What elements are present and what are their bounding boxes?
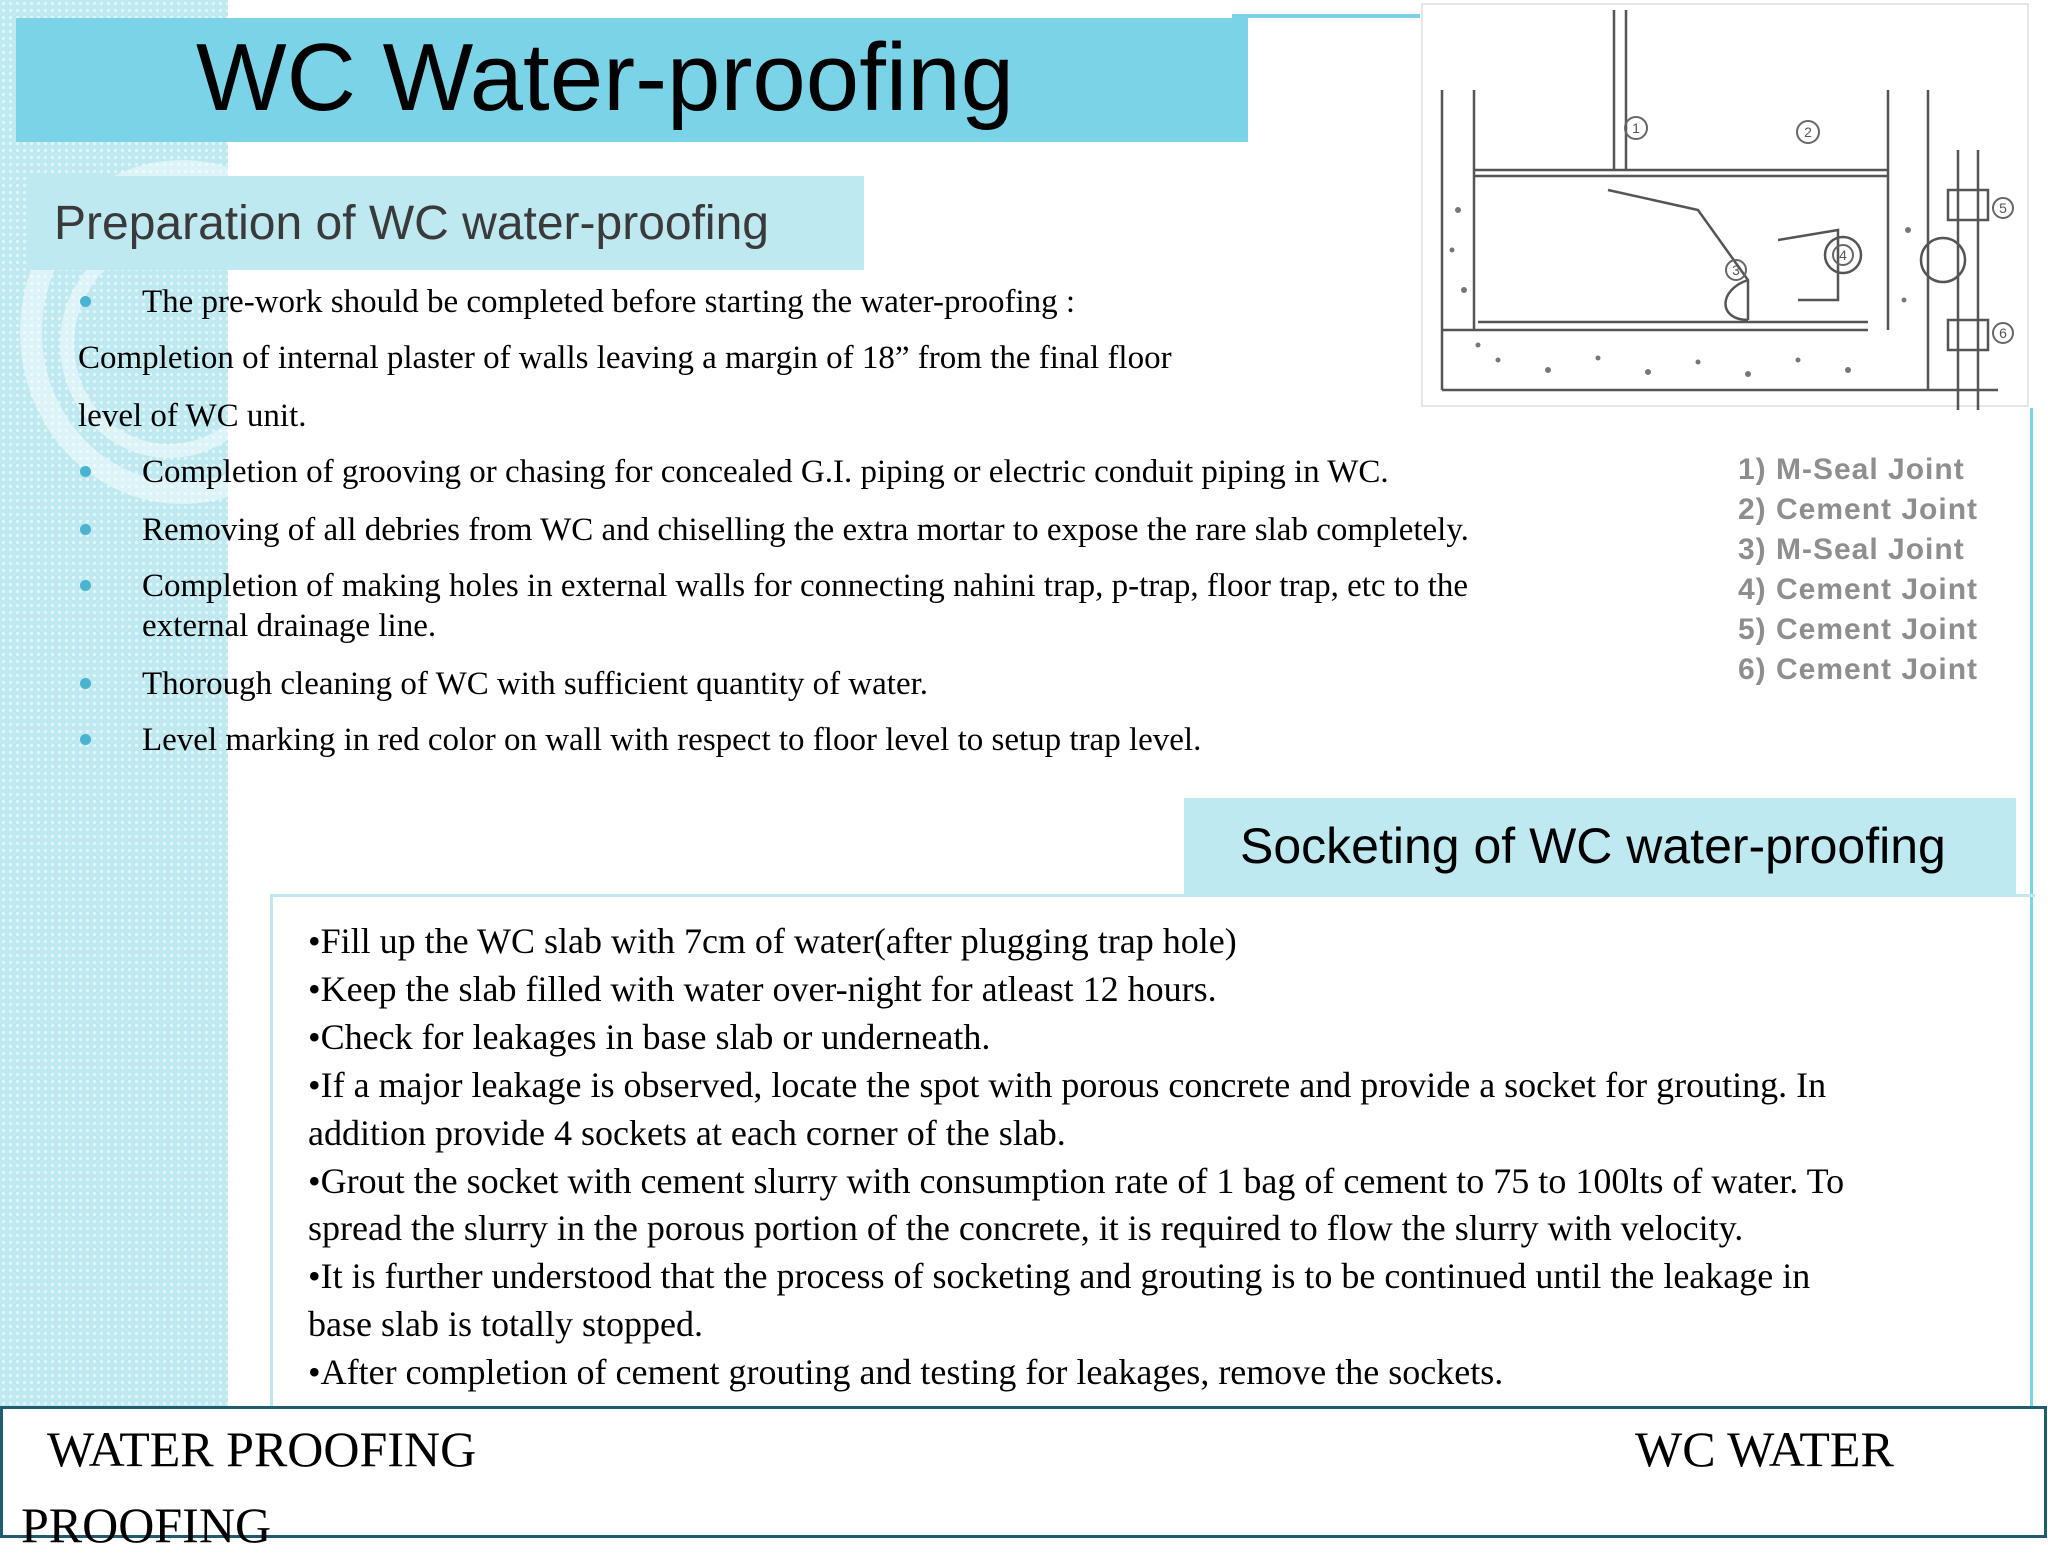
socketing-line: •Keep the slab filled with water over-night for atleast 12 hours. bbox=[308, 968, 1217, 1009]
marker-label: 3 bbox=[1732, 262, 1740, 278]
socketing-line: addition provide 4 sockets at each corner of the slab. bbox=[308, 1112, 1066, 1153]
list-item-text: Removing of all debries from WC and chiselling the extra mortar to expose the rare slab completely. bbox=[142, 512, 1469, 548]
bullet-icon bbox=[80, 296, 91, 307]
diagram-legend bbox=[1738, 450, 1978, 690]
list-item-text: Completion of internal plaster of walls leaving a margin of 18” from the final floor bbox=[78, 340, 1172, 376]
preparation-heading: Preparation of WC water-proofing bbox=[54, 197, 769, 250]
list-item-text: Thorough cleaning of WC with sufficient quantity of water. bbox=[142, 666, 929, 702]
list-item-text: Level marking in red color on wall with respect to floor level to setup trap level. bbox=[142, 722, 1202, 758]
title-banner bbox=[16, 18, 1248, 142]
list-item-text: Completion of making holes in external walls for connecting nahini trap, p-trap, floor trap, etc to the bbox=[142, 568, 1469, 604]
bullet-icon bbox=[80, 678, 91, 689]
marker-label: 6 bbox=[1999, 325, 2007, 341]
socketing-line: •After completion of cement grouting and testing for leakages, remove the sockets. bbox=[308, 1352, 1504, 1393]
socketing-line: •It is further understood that the process of socketing and grouting is to be continued until the leakage in bbox=[308, 1256, 1811, 1297]
socketing-heading: Socketing of WC water-proofing bbox=[1240, 818, 1946, 874]
bullet-icon bbox=[80, 524, 91, 535]
bullet-icon bbox=[80, 580, 91, 591]
socketing-line: •If a major leakage is observed, locate the spot with porous concrete and provide a socket for grouting. In bbox=[308, 1064, 1827, 1105]
footer-wrap-text: PROOFING bbox=[21, 1497, 272, 1553]
marker-label: 1 bbox=[1632, 120, 1640, 136]
footer-bar bbox=[0, 1406, 2047, 1553]
page-title: WC Water-proofing bbox=[196, 24, 1014, 131]
marker-label: 4 bbox=[1839, 247, 1847, 263]
list-item-text: Completion of grooving or chasing for concealed G.I. piping or electric conduit piping in WC. bbox=[142, 454, 1389, 490]
preparation-heading-bar bbox=[30, 176, 864, 270]
socketing-line: •Fill up the WC slab with 7cm of water(after plugging trap hole) bbox=[308, 921, 1237, 961]
title-accent-line bbox=[1232, 14, 1420, 18]
list-item-text: The pre-work should be completed before starting the water-proofing : bbox=[142, 284, 1076, 320]
list-item-text: external drainage line. bbox=[142, 608, 437, 644]
socketing-line: spread the slurry in the porous portion of the concrete, it is required to flow the slurry with velocity. bbox=[308, 1208, 1744, 1249]
legend-item: 5) Cement Joint bbox=[1738, 613, 1979, 646]
bullet-icon bbox=[80, 466, 91, 477]
footer-right-text: WC WATER bbox=[1635, 1421, 1894, 1477]
bullet-icon bbox=[80, 734, 91, 745]
socketing-line: base slab is totally stopped. bbox=[308, 1304, 703, 1345]
socketing-line: •Grout the socket with cement slurry with consumption rate of 1 bag of cement to 75 to 100lts of water. To bbox=[308, 1160, 1845, 1201]
legend-item: 4) Cement Joint bbox=[1738, 573, 1979, 606]
legend-item: 2) Cement Joint bbox=[1738, 493, 1979, 526]
socketing-line: •Check for leakages in base slab or underneath. bbox=[308, 1016, 991, 1057]
wc-section-diagram bbox=[1418, 0, 2032, 410]
legend-item: 3) M-Seal Joint bbox=[1738, 533, 1965, 566]
socketing-heading-bar bbox=[1184, 798, 2016, 894]
footer-left-text: WATER PROOFING bbox=[47, 1421, 477, 1477]
marker-label: 5 bbox=[1999, 200, 2007, 216]
legend-item: 1) M-Seal Joint bbox=[1738, 453, 1965, 486]
marker-label: 2 bbox=[1804, 124, 1812, 140]
legend-item: 6) Cement Joint bbox=[1738, 653, 1979, 686]
socketing-text bbox=[308, 918, 2028, 1397]
list-item-text: level of WC unit. bbox=[78, 398, 307, 434]
